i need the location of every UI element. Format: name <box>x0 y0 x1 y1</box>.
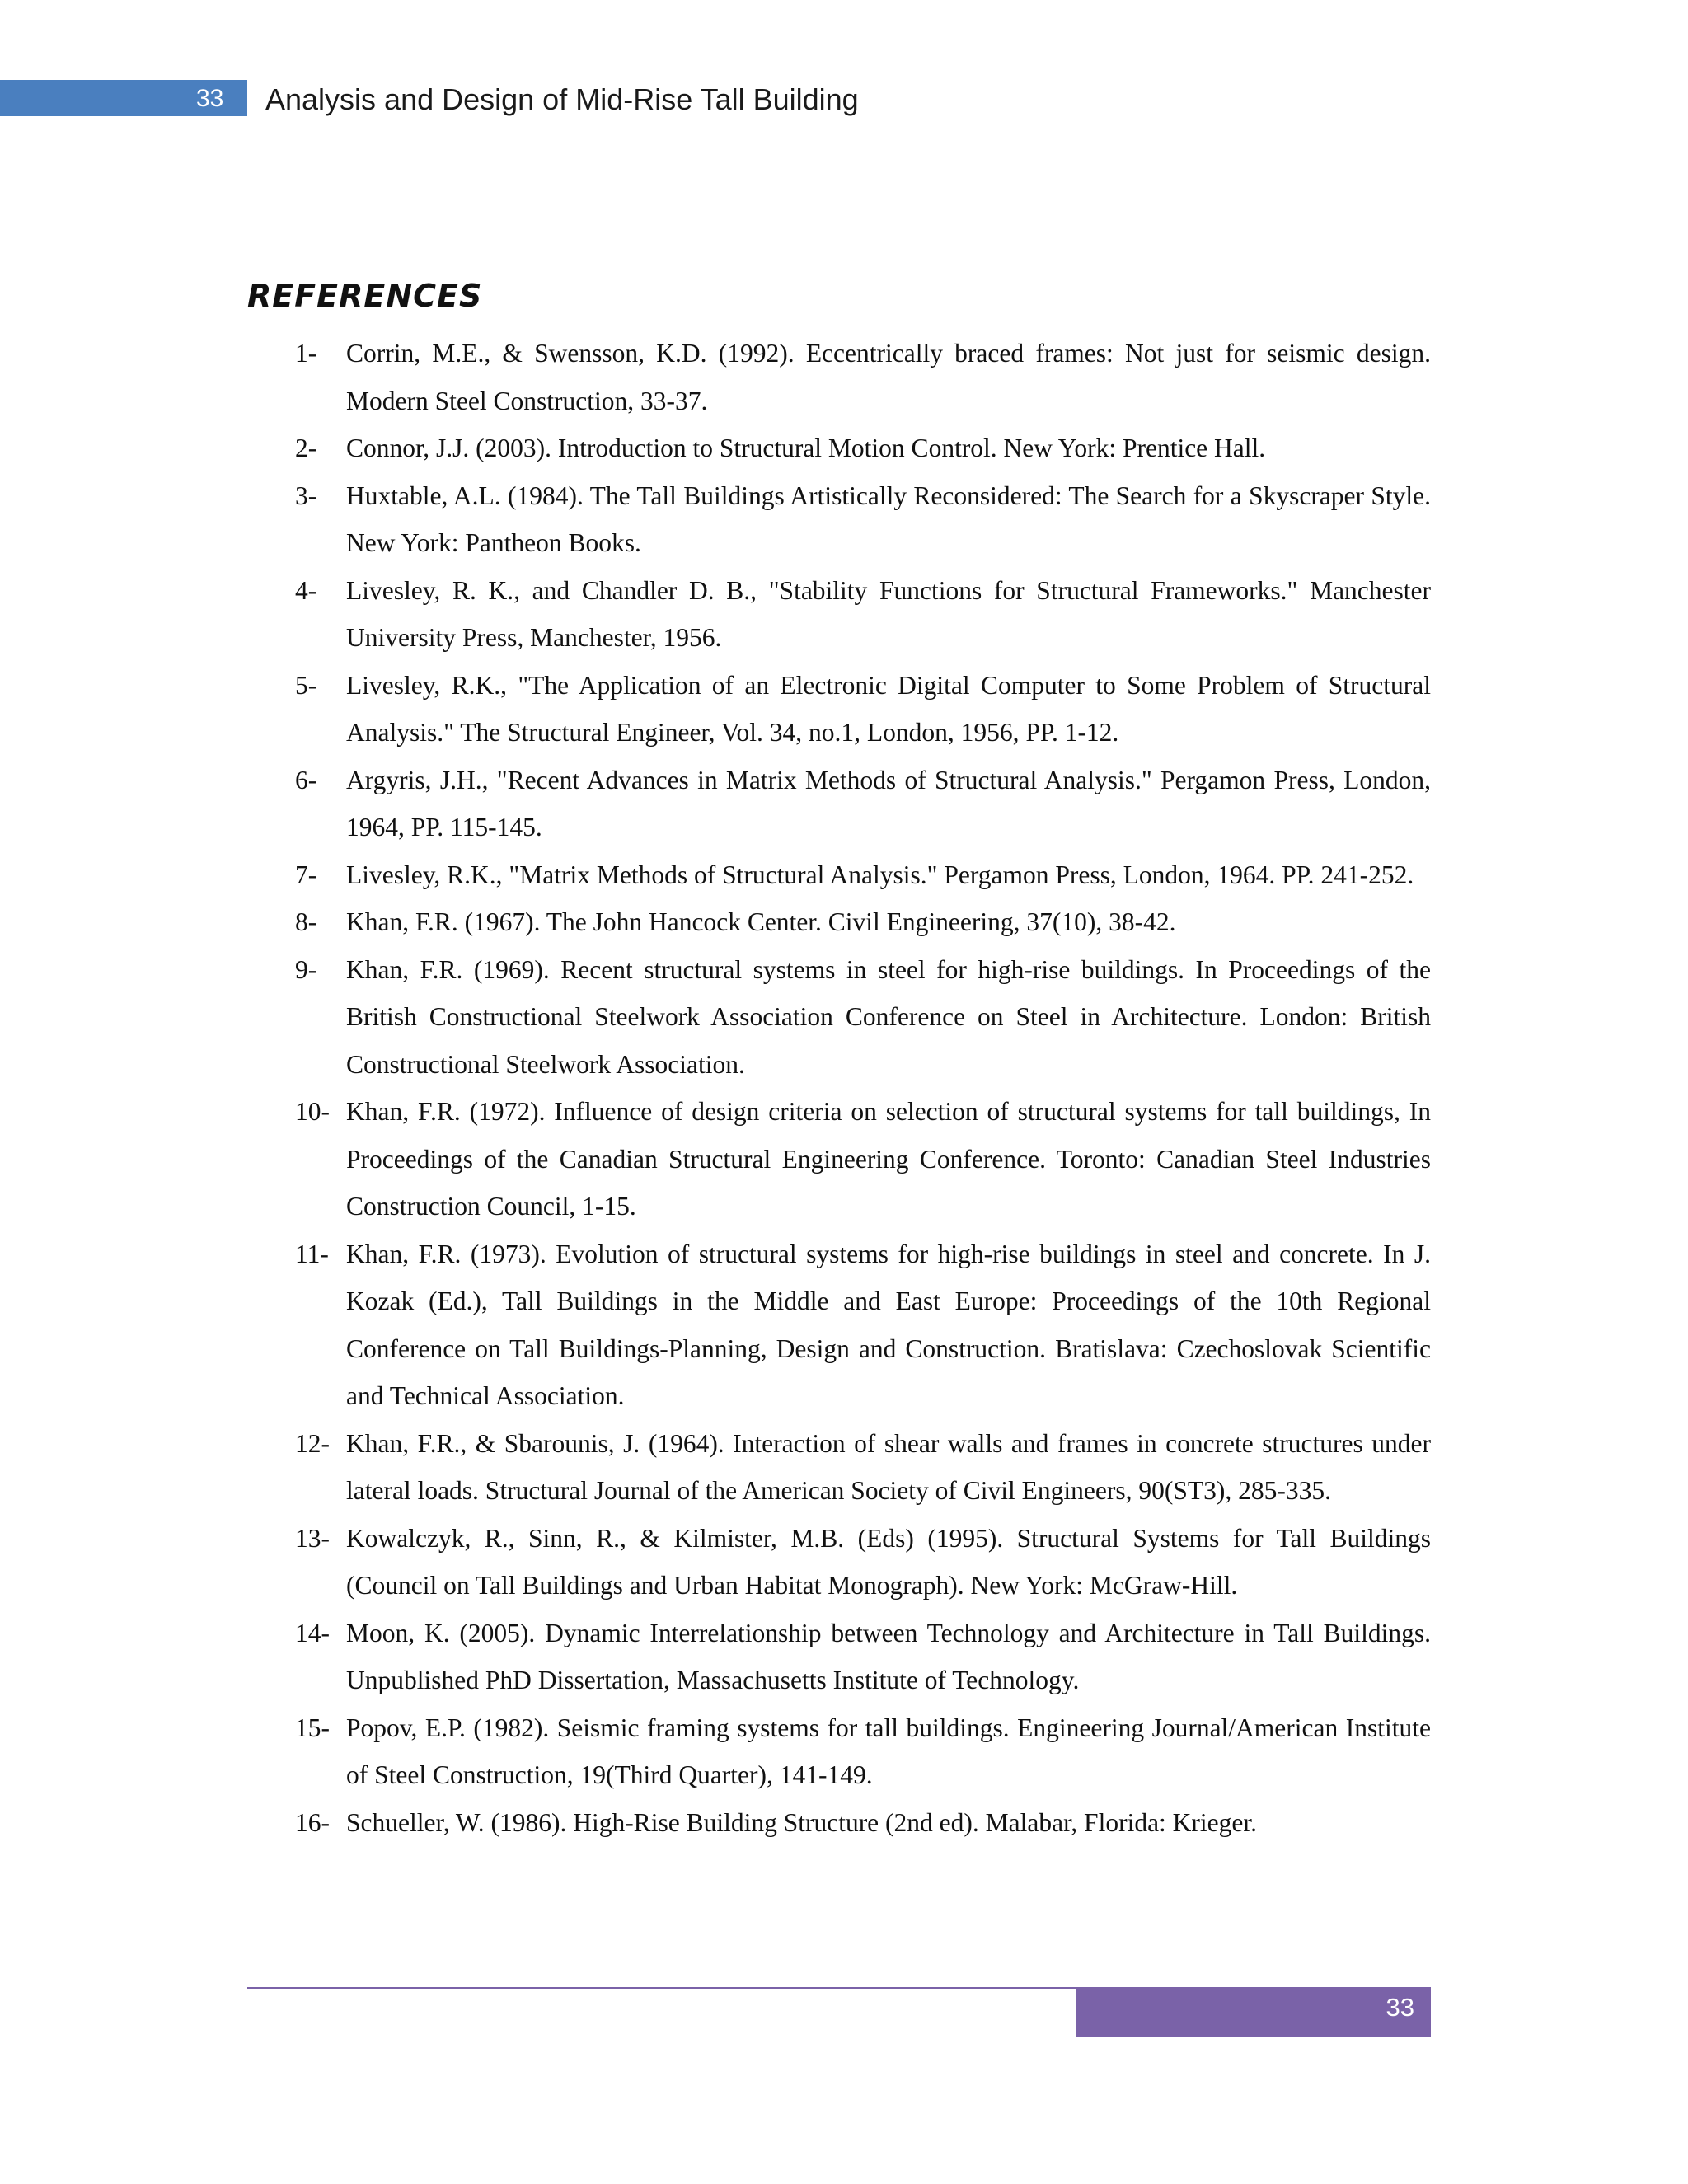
reference-item-3 <box>295 472 1431 567</box>
reference-text: Huxtable, A.L. (1984). The Tall Buildings Artistically Reconsidered: The Search for a Skyscraper Style. New York: Pantheon Books. <box>346 480 1431 557</box>
reference-item-9 <box>295 946 1431 1089</box>
reference-item-12 <box>295 1420 1431 1515</box>
reference-item-6 <box>295 757 1431 851</box>
reference-item-8 <box>295 898 1431 946</box>
reference-text: Livesley, R. K., and Chandler D. B., "Stability Functions for Structural Frameworks." Manchester University Press, Manchester, 1956. <box>346 575 1431 652</box>
reference-text: Khan, F.R. (1973). Evolution of structural systems for high-rise buildings in steel and concrete. In J. Kozak (Ed.), Tall Buildings in the Middle and East Europe: Proceedings of the 10th Regional Conference on Tall Buildings-Planning, Design and Construction. Bratislava: Czechoslovak Scientific and Technical Association. <box>346 1239 1431 1410</box>
reference-number: 3- <box>295 480 317 510</box>
reference-item-15 <box>295 1704 1431 1799</box>
reference-number: 1- <box>295 339 317 368</box>
reference-text: Corrin, M.E., & Swensson, K.D. (1992). Eccentrically braced frames: Not just for seismic design. Modern Steel Construction, 33-37. <box>346 339 1431 415</box>
reference-number: 9- <box>295 954 317 984</box>
reference-item-11 <box>295 1230 1431 1420</box>
reference-item-2 <box>295 424 1431 472</box>
reference-number: 15- <box>295 1713 330 1742</box>
reference-text: Khan, F.R., & Sbarounis, J. (1964). Interaction of shear walls and frames in concrete structures under lateral loads. Structural Journal of the American Society of Civil Engineers, 90(ST3), 285-335. <box>346 1428 1431 1505</box>
reference-text: Livesley, R.K., "Matrix Methods of Structural Analysis." Pergamon Press, London, 1964. PP. 241-252. <box>346 860 1414 889</box>
reference-number: 14- <box>295 1618 330 1647</box>
references-heading: REFERENCES <box>247 278 483 314</box>
reference-item-14 <box>295 1610 1431 1704</box>
running-header-title: Analysis and Design of Mid-Rise Tall Building <box>265 82 859 116</box>
reference-number: 4- <box>295 575 317 605</box>
reference-item-4 <box>295 567 1431 662</box>
reference-item-1 <box>295 330 1431 424</box>
reference-item-16 <box>295 1799 1431 1847</box>
reference-item-7 <box>295 851 1431 899</box>
reference-text: Argyris, J.H., "Recent Advances in Matrix Methods of Structural Analysis." Pergamon Press, London, 1964, PP. 115-145. <box>346 765 1431 841</box>
reference-item-13 <box>295 1515 1431 1610</box>
reference-number: 6- <box>295 765 317 794</box>
reference-number: 12- <box>295 1428 330 1458</box>
reference-number: 16- <box>295 1807 330 1837</box>
reference-text: Connor, J.J. (2003). Introduction to Structural Motion Control. New York: Prentice Hall. <box>346 434 1266 462</box>
reference-list <box>295 330 1431 1846</box>
reference-text: Khan, F.R. (1969). Recent structural systems in steel for high-rise buildings. In Proceedings of the British Constructional Steelwork Association Conference on Steel in Architecture. London: British Constructional Steelwork Association. <box>346 954 1431 1079</box>
reference-text: Moon, K. (2005). Dynamic Interrelationship between Technology and Architecture in Tall Buildings. Unpublished PhD Dissertation, Massachusetts Institute of Technology. <box>346 1618 1431 1694</box>
reference-text: Popov, E.P. (1982). Seismic framing systems for tall buildings. Engineering Journal/American Institute of Steel Construction, 19(Third Quarter), 141-149. <box>346 1713 1431 1789</box>
reference-text: Khan, F.R. (1972). Influence of design criteria on selection of structural systems for tall buildings, In Proceedings of the Canadian Structural Engineering Conference. Toronto: Canadian Steel Industries Construction Council, 1-15. <box>346 1097 1431 1221</box>
header-page-number: 33 <box>196 85 224 112</box>
reference-number: 10- <box>295 1097 330 1126</box>
reference-text: Khan, F.R. (1967). The John Hancock Center. Civil Engineering, 37(10), 38-42. <box>346 907 1176 936</box>
reference-item-5 <box>295 662 1431 757</box>
reference-number: 7- <box>295 860 317 889</box>
reference-number: 5- <box>295 670 317 700</box>
reference-item-10 <box>295 1088 1431 1230</box>
reference-number: 11- <box>295 1239 329 1268</box>
footer-page-number: 33 <box>1386 1993 1414 2022</box>
reference-text: Schueller, W. (1986). High-Rise Building Structure (2nd ed). Malabar, Florida: Krieger. <box>346 1807 1258 1837</box>
reference-text: Livesley, R.K., "The Application of an Electronic Digital Computer to Some Problem of Structural Analysis." The Structural Engineer, Vol. 34, no.1, London, 1956, PP. 1-12. <box>346 670 1431 747</box>
reference-text: Kowalczyk, R., Sinn, R., & Kilmister, M.B. (Eds) (1995). Structural Systems for Tall Buildings (Council on Tall Buildings and Urban Habitat Monograph). New York: McGraw-Hill. <box>346 1523 1431 1600</box>
reference-number: 2- <box>295 434 317 462</box>
footer-page-box <box>1076 1987 1431 2037</box>
reference-number: 13- <box>295 1523 330 1553</box>
reference-number: 8- <box>295 907 317 936</box>
